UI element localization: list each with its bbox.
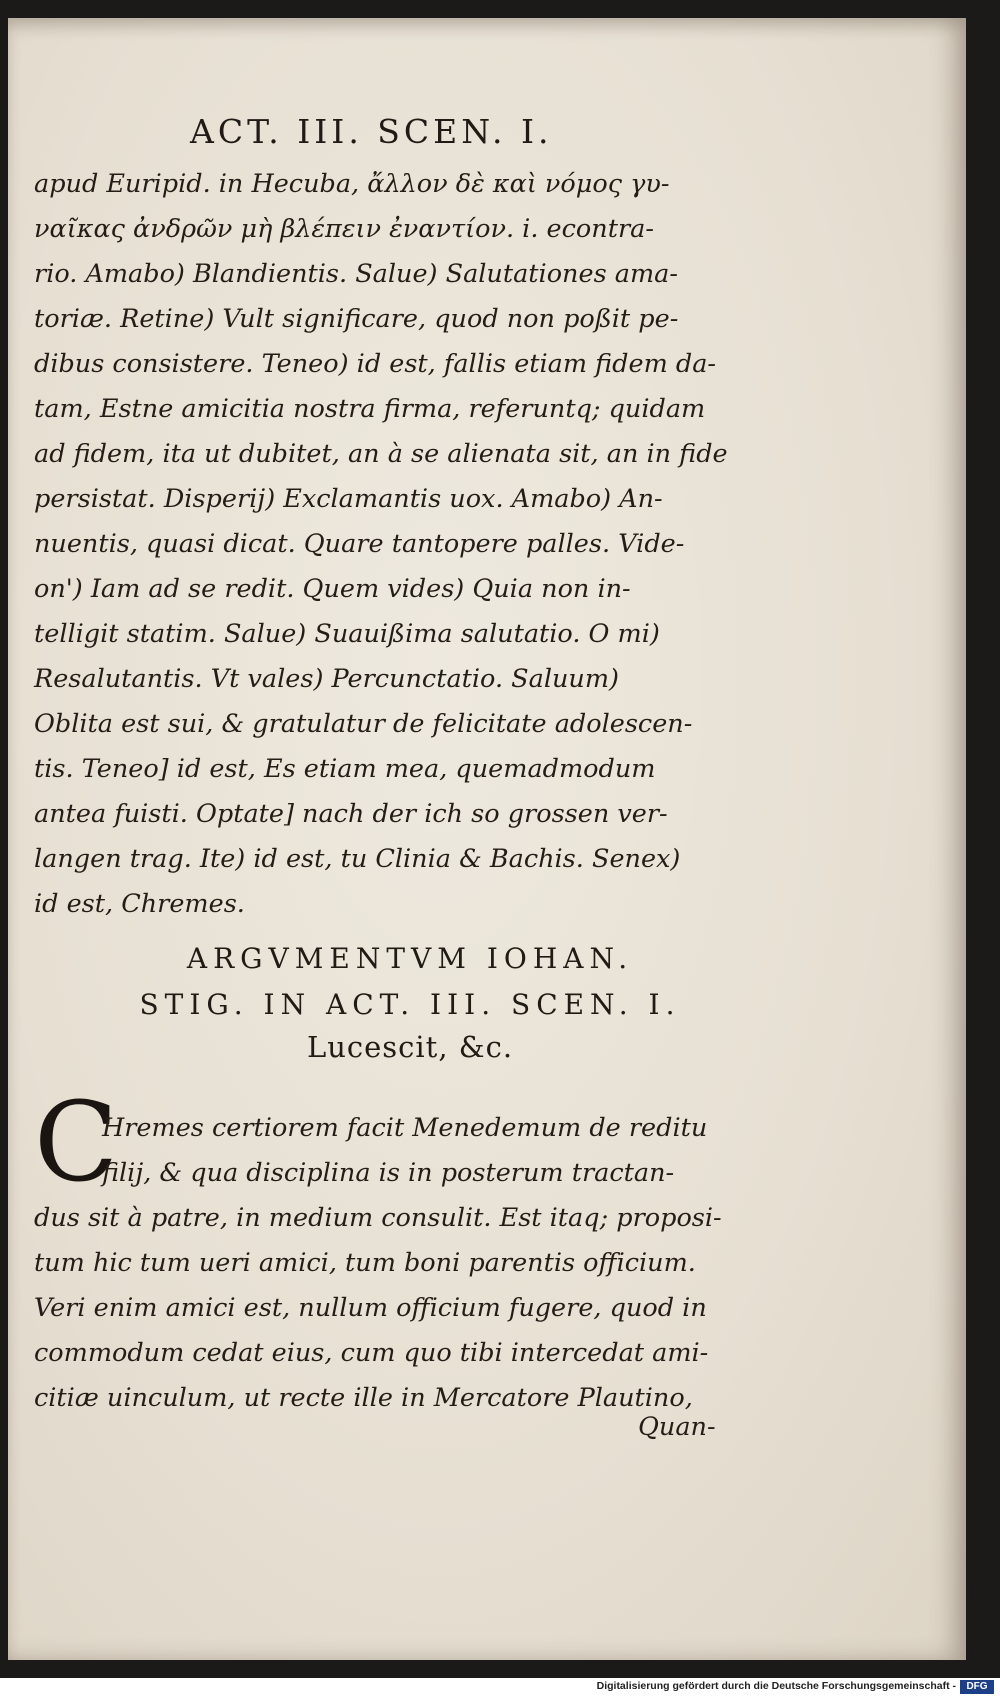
text-line: telligit statim. Salue) Suauißima salutatio. O mi) [34, 619, 660, 649]
text-line: toriæ. Retine) Vult significare, quod non poßit pe- [34, 304, 679, 334]
text-line: commodum cedat eius, cum quo tibi intercedat ami- [34, 1338, 709, 1368]
text-line: apud Euripid. in Hecuba, ἄλλον δὲ καὶ νόμος γυ- [34, 169, 670, 199]
argument-block [34, 1106, 734, 1421]
dfg-logo-icon: DFG [960, 1680, 994, 1694]
text-line: tam, Estne amicitia nostra firma, referuntq; quidam [34, 394, 706, 424]
text-line: on') Iam ad se redit. Quem vides) Quia non in- [34, 574, 631, 604]
argument-heading-line-2: STIG. IN ACT. III. SCEN. I. [139, 988, 681, 1021]
drop-capital: C [34, 1078, 119, 1206]
text-line: Veri enim amici est, nullum officium fugere, quod in [34, 1293, 707, 1323]
argument-heading-line-3: Lucescit, &c. [306, 1030, 514, 1064]
text-line: dibus consistere. Teneo) id est, fallis etiam fidem da- [34, 349, 717, 379]
text-line: filij, & qua disciplina is in posterum tractan- [102, 1158, 675, 1188]
text-line: Hremes certiorem facit Menedemum de reditu [102, 1113, 708, 1143]
text-line: Oblita est sui, & gratulatur de felicitate adolescen- [34, 709, 693, 739]
text-line: persistat. Disperij) Exclamantis uox. Amabo) An- [34, 484, 663, 514]
text-line: antea fuisti. Optate] nach der ich so grossen ver- [34, 799, 668, 829]
page-header: ACT. III. SCEN. I. [190, 112, 553, 151]
text-line: Resalutantis. Vt vales) Percunctatio. Saluum) [34, 664, 619, 694]
text-line: nuentis, quasi dicat. Quare tantopere palles. Vide- [34, 529, 685, 559]
argument-heading-line-1: ARGVMENTVM IOHAN. [186, 942, 634, 975]
text-line: ad fidem, ita ut dubitet, an à se alienata sit, an in fide [34, 439, 728, 469]
text-line: id est, Chremes. [34, 889, 245, 919]
text-line: citiæ uinculum, ut recte ille in Mercatore Plautino, [34, 1383, 693, 1413]
text-line: tum hic tum ueri amici, tum boni parentis officium. [34, 1248, 696, 1278]
text-line: tis. Teneo] id est, Es etiam mea, quemadmodum [34, 754, 656, 784]
text-line: langen trag. Ite) id est, tu Clinia & Bachis. Senex) [34, 844, 681, 874]
text-line: dus sit à patre, in medium consulit. Est itaq; proposi- [34, 1203, 722, 1233]
text-line: rio. Amabo) Blandientis. Salue) Salutationes ama- [34, 259, 678, 289]
text-line: ναῖκας ἀνδρῶν μὴ βλέπειν ἐναντίον. i. econtra- [34, 214, 654, 244]
catchword: Quan- [638, 1412, 716, 1442]
funding-notice: Digitalisierung gefördert durch die Deutsche Forschungsgemeinschaft - [596, 1680, 956, 1692]
commentary-block [34, 162, 734, 927]
